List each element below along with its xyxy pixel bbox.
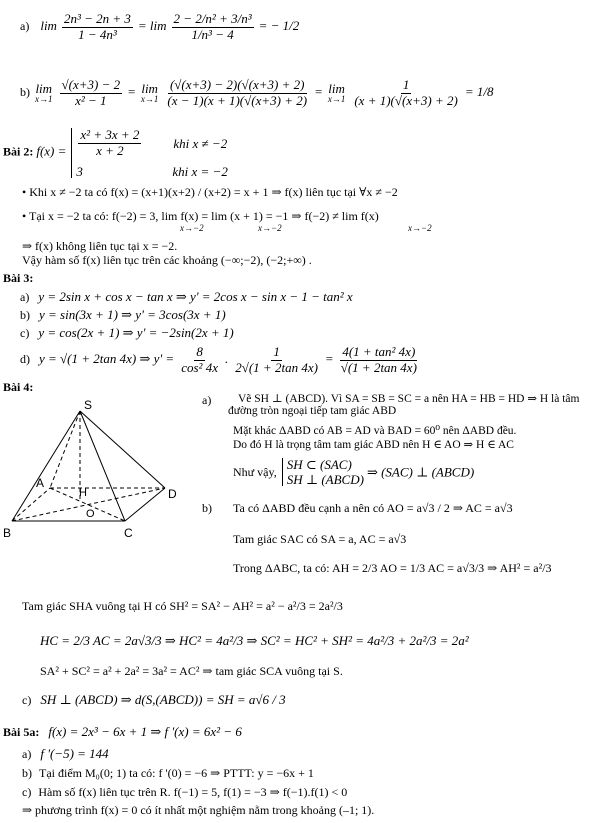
bai3-a: a) y = 2sin x + cos x − tan x ⇒ y' = 2cos x − sin x − 1 − tan² x (20, 289, 353, 304)
fraction-1: $\frac{\text{2n³ − 2n + 3}}{\text{1 − 4n³}}$ (63, 11, 131, 42)
bai4-b4: Tam giác SHA vuông tại H có SH² = SA² − AH² = a² − a²/3 = 2a²/3 (22, 599, 343, 613)
bai4-b3: Trong ΔABC, ta có: AH = 2/3 AO = 1/3 AC = a√3/3 ⇒ AH² = a²/3 (233, 561, 552, 575)
b1a-row (20, 12, 299, 43)
label-C: C (124, 526, 133, 540)
bai2-p2-sub-3: x→−2 (408, 223, 432, 233)
edge-ba (12, 488, 50, 521)
bai5-a: a) f '(−5) = 144 (22, 746, 109, 761)
bai3-c: c) y = cos(2x + 1) ⇒ y' = −2sin(2x + 1) (20, 325, 234, 340)
bai3-d: d) y = √(1 + 2tan 4x) ⇒ y' = $\frac{8}{\text{cos² 4x}}$ . $\frac{1}{2√(1 + 2\tan 4x)}$ = $\frac{\text{4(1 + tan² 4x)}}{√(1 + 2\tan 4x)}$ (20, 344, 417, 375)
bai5-d: ⇒ phương trình f(x) = 0 có ít nhất một nghiệm nằm trong khoảng (–1; 1). (22, 803, 375, 817)
bai3-title: Bài 3: (3, 271, 34, 285)
bai4-b5: HC = 2/3 AC = 2a√3/3 ⇒ HC² = 4a²/3 ⇒ SC² = HC² + SH² = 4a²/3 + 2a²/3 = 2a² (40, 633, 469, 648)
bai2-title: Bài 2: (3, 144, 34, 159)
fraction-2: $\frac{(√(x+3) - 2)(√(x+3) + 2)}{(x - 1)(x + 1)(√(x+3) + 2)}$ (167, 77, 308, 108)
bai2-p2-sub-1: x→−2 (180, 223, 204, 233)
bai4-a4: Do đó H là trọng tâm tam giác ABD nên H ∈ AO ⇒ H ∈ AC (233, 439, 514, 451)
label-S: S (84, 398, 93, 412)
label-O: O (86, 508, 95, 520)
lim-block: lim x→1 (35, 81, 53, 105)
bai3-b: b) y = sin(3x + 1) ⇒ y' = 3cos(3x + 1) (20, 307, 226, 322)
equals-lim: = lim (137, 18, 167, 34)
fraction-1: $\frac{√(x+3) - 2}{\text{x² − 1}}$ (61, 77, 121, 108)
bai4-a1: Vẽ SH ⊥ (ABCD). Vì SA = SB = SC = a nên HA = HB = HD ⇒ H là tâm (238, 393, 580, 405)
lim-block-2: lim x→1 (140, 81, 159, 105)
bai2-def (3, 128, 228, 178)
label-B: B (3, 526, 12, 540)
bai4-b2: Tam giác SAC có SA = a, AC = a√3 (233, 532, 407, 546)
bai4-a2: đường tròn ngoại tiếp tam giác ABD (228, 405, 397, 417)
result: = 1/8 (464, 84, 494, 100)
label-A: A (36, 476, 45, 490)
edge-sa (50, 411, 80, 488)
edge-sc (80, 411, 125, 521)
b1b-row: b) lim x→1 $\frac{√(x+3) - 2}{\text{x² − 1}}$ = lim x→1 $\frac{(√(x+3) - 2)(√(x+3) + 2)}{(x - 1)(x + 1)(√(x+3) + 2)}$ = lim x→1 $\frac{1}{(x + 1)(√(x+3) + 2)}$ = 1/8 (20, 77, 494, 108)
piecewise: $\frac{\text{x² + 3x + 2}}{x + 2}$ khi x ≠ −2 3 khi x = −2 (71, 128, 227, 178)
label-H: H (79, 487, 87, 499)
system-brace: SH ⊂ (SAC) SH ⊥ (ABCD) (282, 458, 364, 486)
bai4-a5: Như vậy, SH ⊂ (SAC) SH ⊥ (ABCD) ⇒ (SAC) ⊥ (ABCD) (233, 457, 475, 487)
edge-sd (80, 411, 165, 488)
edge-cd (125, 488, 165, 521)
bai4-title: Bài 4: (3, 380, 34, 394)
edge-sb (12, 411, 80, 521)
label-b: b) (20, 85, 30, 100)
bai4-label-b: b) (202, 501, 212, 515)
result: = − 1/2 (258, 18, 300, 34)
bai5-b: b) Tại điểm M₀(0; 1) ta có: f '(0) = −6 ⇒ PTTT: y = −6x + 1 (22, 766, 314, 780)
lim-block-3: lim x→1 (327, 81, 346, 105)
bai2-p2-sub-2: x→−2 (258, 223, 282, 233)
bai2-p1: • Khi x ≠ −2 ta có f(x) = (x+1)(x+2) / (x+2) = x + 1 ⇒ f(x) liên tục tại ∀x ≠ −2 (22, 185, 398, 199)
bai2-p4: Vậy hàm số f(x) liên tục trên các khoảng (−∞;−2), (−2;+∞) . (22, 253, 312, 267)
lim-word: lim (40, 18, 57, 34)
bai2-p2: • Tại x = −2 ta có: f(−2) = 3, lim f(x) = lim (x + 1) = −1 ⇒ f(−2) ≠ lim f(x) (22, 209, 379, 223)
bai5-row: Bài 5a: f(x) = 2x³ − 6x + 1 ⇒ f '(x) = 6x² − 6 (3, 724, 242, 739)
fraction-3: $\frac{1}{(x + 1)(√(x+3) + 2)}$ (354, 77, 458, 108)
pyramid-figure (0, 395, 200, 545)
bai4-c: c) SH ⊥ (ABCD) ⇒ d(S,(ABCD)) = SH = a√6 / 3 (22, 692, 286, 707)
fraction-2: $\frac{\text{2 − 2/n² + 3/n³}}{\text{1/n³ − 4}}$ (173, 11, 252, 42)
bai4-a3: Mặt khác ΔABD có AB = AD và BAD = 60⁰ nên ΔABD đều. (233, 425, 517, 437)
label-a: a) (20, 19, 30, 34)
bai4-b6: SA² + SC² = a² + 2a² = 3a² = AC² ⇒ tam giác SCA vuông tại S. (40, 664, 343, 678)
bai5-c: c) Hàm số f(x) liên tục trên R. f(−1) = 5, f(1) = −3 ⇒ f(−1).f(1) < 0 (22, 785, 348, 799)
label-D: D (168, 487, 177, 501)
bai4-b1: Ta có ΔABD đều cạnh a nên có AO = a√3 / 2 ⇒ AC = a√3 (233, 501, 513, 515)
bai2-p3: ⇒ f(x) không liên tục tại x = −2. (22, 239, 178, 253)
function-name: f(x) = (36, 143, 67, 159)
bai4-label-a: a) (202, 393, 212, 407)
